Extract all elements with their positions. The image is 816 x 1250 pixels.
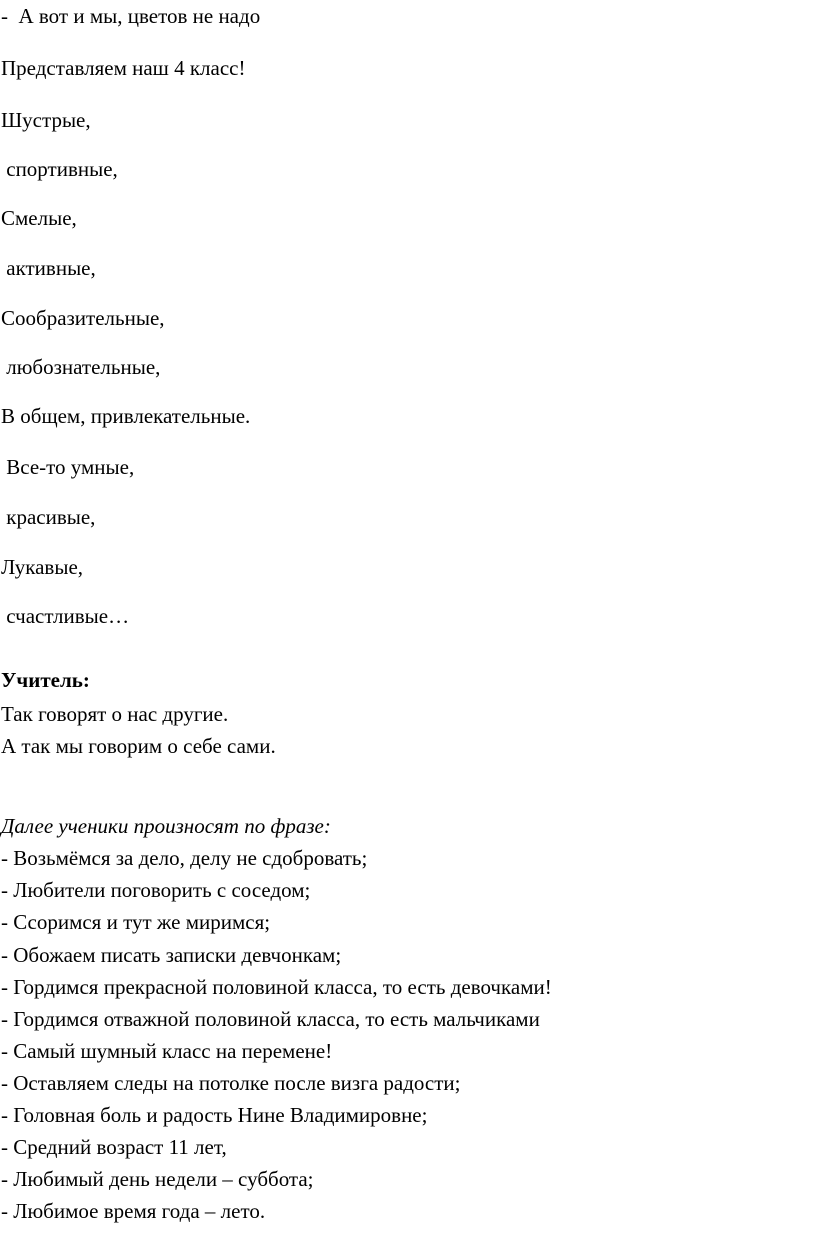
poem-line-11: красивые, (1, 505, 96, 529)
poem-line-7: Сообразительные, (1, 306, 165, 330)
student-phrase: - Гордимся отважной половиной класса, то есть мальчиками (1, 1007, 540, 1031)
student-phrase: - Любимый день недели – суббота; (1, 1167, 314, 1191)
student-phrase: - Ссоримся и тут же миримся; (1, 910, 271, 934)
student-phrase: - Возьмёмся за дело, делу не сдобровать; (1, 846, 368, 870)
student-phrase: - Головная боль и радость Нине Владимировне; (1, 1103, 428, 1127)
poem-line-12: Лукавые, (1, 555, 84, 579)
poem-line-9: В общем, привлекательные. (1, 404, 251, 428)
poem-line-3: Шустрые, (1, 108, 91, 132)
teacher-line-2: А так мы говорим о себе сами. (1, 734, 276, 758)
student-phrase: - Любители поговорить с соседом; (1, 878, 311, 902)
poem-line-10: Все-то умные, (1, 455, 135, 479)
poem-line-13: счастливые… (1, 604, 130, 628)
poem-line-4: спортивные, (1, 157, 118, 181)
student-phrase: - Гордимся прекрасной половиной класса, то есть девочками! (1, 975, 552, 999)
teacher-speaker-label: Учитель: (1, 668, 90, 692)
stage-direction: Далее ученики произносят по фразе: (1, 814, 331, 838)
poem-line-1: - А вот и мы, цветов не надо (1, 4, 261, 28)
student-phrase: - Средний возраст 11 лет, (1, 1135, 227, 1159)
poem-line-8: любознательные, (1, 355, 161, 379)
student-phrase: - Любимое время года – лето. (1, 1199, 266, 1223)
teacher-line-1: Так говорят о нас другие. (1, 702, 229, 726)
poem-line-6: активные, (1, 256, 96, 280)
student-phrase: - Обожаем писать записки девчонкам; (1, 943, 342, 967)
poem-line-5: Смелые, (1, 206, 77, 230)
student-phrase: - Самый шумный класс на перемене! (1, 1039, 333, 1063)
student-phrase: - Оставляем следы на потолке после визга радости; (1, 1071, 461, 1095)
poem-line-2: Представляем наш 4 класс! (1, 56, 246, 80)
